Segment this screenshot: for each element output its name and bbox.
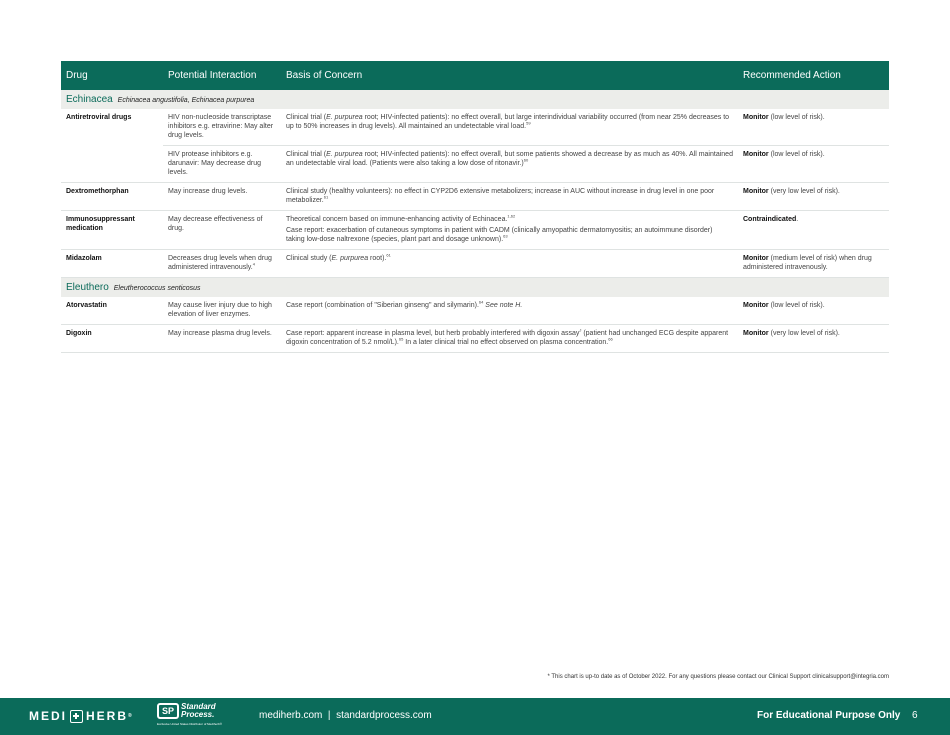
basis-cell: Clinical study (E. purpurea root).$^{61}$ [281,250,738,278]
footer-links[interactable]: mediherb.com | standardprocess.com [259,710,432,721]
table-row [61,250,889,278]
drug-cell: Dextromethorphan [61,183,163,211]
section-latin: Eleutherococcus senticosus [113,284,201,292]
action-cell: Monitor (low level of risk). [738,146,889,183]
table-row [61,109,889,146]
header-basis: Basis of Concern [281,61,738,90]
table-row [61,211,889,250]
mediherb-cross-icon [70,710,83,723]
footer-bar [0,698,950,735]
standard-process-logo: SP Standard Process. Exclusive United States Distributor of Mediherb® [157,702,222,726]
drug-cell: Immunosuppressant medication [61,211,163,250]
action-cell: Monitor (very low level of risk). [738,183,889,211]
section-name: Eleuthero [66,281,109,293]
basis-cell: Case report (combination of "Siberian ginseng" and silymarin).$^{64}$ See note H. [281,297,738,325]
action-cell: Monitor (low level of risk). [738,109,889,146]
table-row [61,183,889,211]
interaction-cell: May increase plasma drug levels. [163,325,281,353]
footnote: * This chart is up-to date as of October 2022. For any questions please contact our Clinical Support clinicalsupport@integria.com [547,674,889,680]
mediherb-logo: MEDI HERB ® [29,709,134,723]
interaction-table-wrap [61,61,889,353]
action-cell: Contraindicated. [738,211,889,250]
interaction-table [61,61,889,353]
header-drug: Drug [61,61,163,90]
basis-cell: Clinical study (healthy volunteers): no effect in CYP2D6 extensive metabolizers; increase in AUC without increase in drug level in one poor metabolizer.$^{61}$ [281,183,738,211]
table-header-row [61,61,889,90]
interaction-cell: HIV non-nucleoside transcriptase inhibitors e.g. etravirine: May alter drug levels. [163,109,281,146]
basis-cell: Clinical trial (E. purpurea root; HIV-infected patients): no effect overall, but large interindividual variability occurred (from near 25% decreases to up to 50% increases in drug levels). All maintained an undetectable viral load.$^{59}$ [281,109,738,146]
drug-cell [61,146,163,183]
interaction-cell: HIV protease inhibitors e.g. darunavir: May decrease drug levels. [163,146,281,183]
action-cell: Monitor (low level of risk). [738,297,889,325]
section-row-eleuthero [61,278,889,298]
sp-logo-icon: SP [157,703,179,719]
basis-cell: Case report: apparent increase in plasma level, but herb probably interfered with digoxin assay$^J$ (patient had unchanged ECG despite apparent digoxin concentration of 5.2 nmol/L).$^{65}$ In a later clinical trial no effect observed on plasma concentration.$^{66}$ [281,325,738,353]
section-cell [61,90,889,109]
interaction-cell: May cause liver injury due to high elevation of liver enzymes. [163,297,281,325]
table-row [61,297,889,325]
drug-cell: Midazolam [61,250,163,278]
action-cell: Monitor (very low level of risk). [738,325,889,353]
interaction-cell: May decrease effectiveness of drug. [163,211,281,250]
interaction-cell: Decreases drug levels when drug administered intravenously.$^4$ [163,250,281,278]
section-row-echinacea [61,90,889,109]
page-number: 6 [912,710,918,721]
header-interaction: Potential Interaction [163,61,281,90]
section-latin: Echinacea angustifolia, Echinacea purpurea [117,96,255,104]
action-cell: Monitor (medium level of risk) when drug administered intravenously. [738,250,889,278]
drug-cell: Atorvastatin [61,297,163,325]
basis-cell: Clinical trial (E. purpurea root; HIV-infected patients): no effect overall, but some patients showed a decrease by as much as 40%. All maintained an undetectable viral load. (Patients were also taking a low dose of ritonavir.)$^{60}$ [281,146,738,183]
header-action: Recommended Action [738,61,889,90]
interaction-cell: May increase drug levels. [163,183,281,211]
table-row [61,146,889,183]
section-cell [61,278,889,298]
section-name: Echinacea [66,93,113,105]
drug-cell: Antiretroviral drugs [66,114,132,121]
basis-cell: Theoretical concern based on immune-enhancing activity of Echinacea.$^{1,62}$ Case report: exacerbation of cutaneous symptoms in patient with CADM (clinically amyopathic dermatomyositis; an autoimmune disorder) taking low-dose naltrexone (species, plant part and dosage unknown).$^{63}$ [281,211,738,250]
sp-tagline: Exclusive United States Distributor of Mediherb® [157,722,222,726]
table-row [61,325,889,353]
educational-notice: For Educational Purpose Only [757,710,901,721]
drug-cell: Digoxin [61,325,163,353]
